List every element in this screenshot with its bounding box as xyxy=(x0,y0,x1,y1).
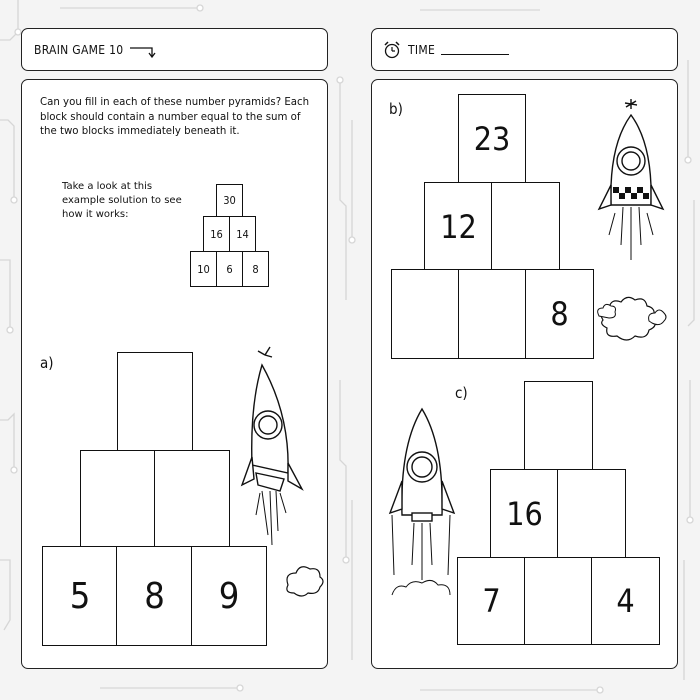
intro-text: Can you fill in each of these number pyramids? Each block should contain a number equal to the sum of the two blocks immediately beneath it. xyxy=(40,97,310,137)
puzzle-c-label: c) xyxy=(455,384,468,402)
example-note: Take a look at this example solution to see how it works: xyxy=(62,181,182,220)
puzzle-b-block-middle-1[interactable]: 12 xyxy=(424,182,493,271)
rocket-icon xyxy=(382,405,462,615)
puzzle-b-block-bottom-1[interactable] xyxy=(391,269,460,359)
puzzle-a-block-middle-1[interactable] xyxy=(80,450,156,548)
puzzle-b-block-middle-2[interactable] xyxy=(491,182,560,271)
puzzle-b-label: b) xyxy=(389,100,403,118)
brain-game-title: BRAIN GAME 10 xyxy=(34,42,124,57)
example-block-middle-2: 14 xyxy=(229,216,256,252)
example-block-top: 30 xyxy=(216,184,243,217)
right-header-bar xyxy=(371,28,678,71)
puzzle-a-block-bottom-2[interactable]: 8 xyxy=(116,546,193,646)
puzzle-a-block-bottom-1[interactable]: 5 xyxy=(42,546,118,646)
example-block-middle-1: 16 xyxy=(203,216,230,252)
rocket-icon xyxy=(240,345,325,610)
puzzle-c-block-top[interactable] xyxy=(524,381,593,471)
arrow-down-right-icon xyxy=(128,42,158,58)
cloud-icon xyxy=(287,567,323,596)
left-header-bar xyxy=(21,28,328,71)
example-block-bottom-1: 10 xyxy=(190,251,217,287)
puzzle-b-block-bottom-3[interactable]: 8 xyxy=(525,269,594,359)
puzzle-c-block-bottom-3[interactable]: 4 xyxy=(591,557,660,645)
puzzle-a-block-top[interactable] xyxy=(117,352,193,452)
puzzle-c-block-middle-2[interactable] xyxy=(557,469,626,559)
puzzle-c-block-bottom-2[interactable] xyxy=(524,557,593,645)
puzzle-a-label: a) xyxy=(40,354,54,372)
puzzle-b-block-bottom-2[interactable] xyxy=(458,269,527,359)
time-label: TIME xyxy=(408,42,436,57)
puzzle-a-block-bottom-3[interactable]: 9 xyxy=(191,546,267,646)
time-entry-line[interactable] xyxy=(441,54,509,55)
puzzle-c-block-bottom-1[interactable]: 7 xyxy=(457,557,526,645)
rocket-icon xyxy=(595,95,670,395)
puzzle-c-block-middle-1[interactable]: 16 xyxy=(490,469,559,559)
alarm-clock-icon xyxy=(382,40,402,60)
example-block-bottom-2: 6 xyxy=(216,251,243,287)
puzzle-a-block-middle-2[interactable] xyxy=(154,450,230,548)
example-block-bottom-3: 8 xyxy=(242,251,269,287)
cloud-icon xyxy=(601,297,655,340)
puzzle-b-block-top[interactable]: 23 xyxy=(458,94,526,184)
